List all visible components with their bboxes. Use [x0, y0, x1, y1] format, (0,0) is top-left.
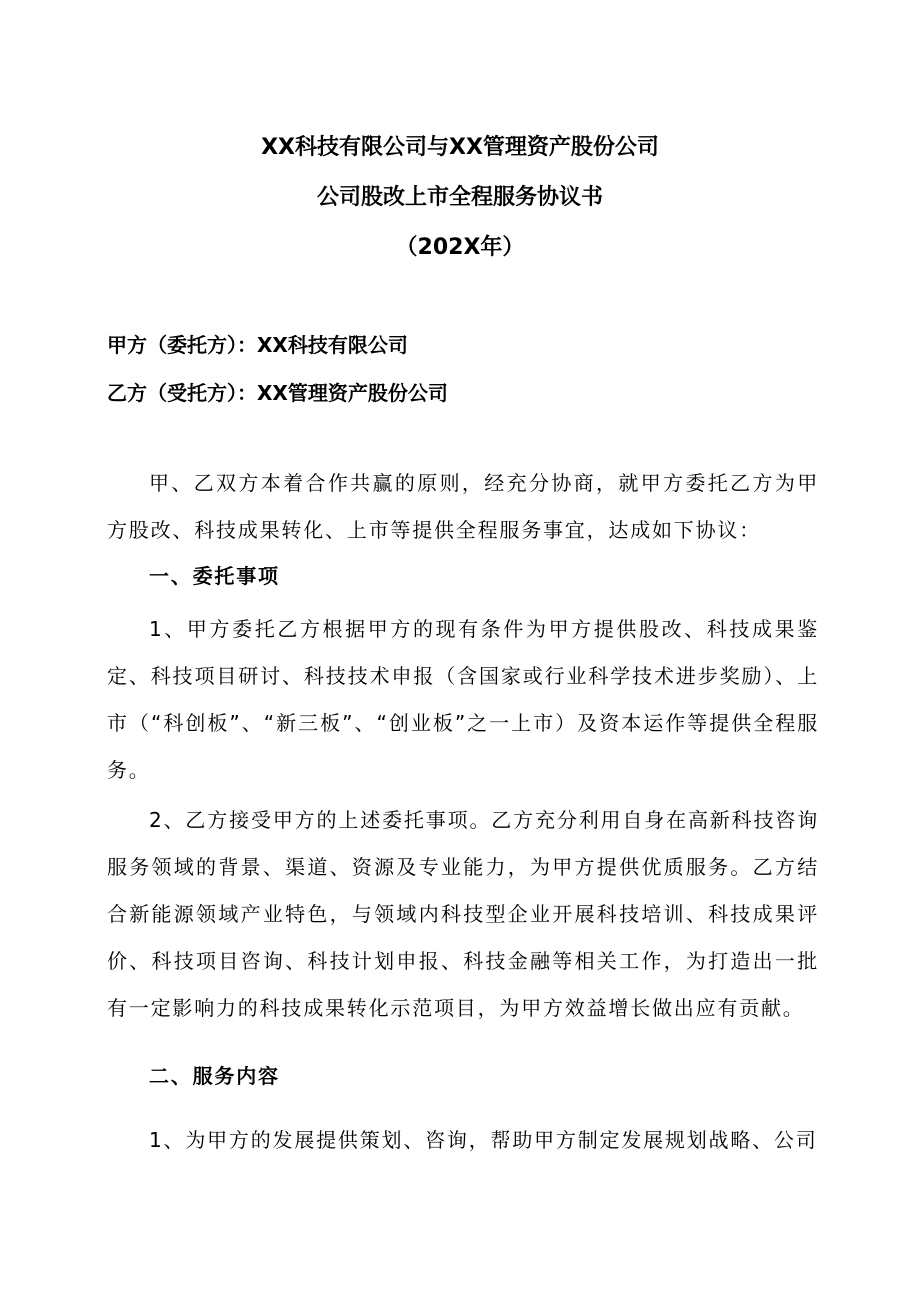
section1-item1-paragraph: 1、甲方委托乙方根据甲方的现有条件为甲方提供股改、科技成果鉴定、科技项目研讨、科技技术申报（含国家或行业科学技术进步奖励）、上市（“科创板”、“新三板”、“创业板”之一上市）及资本运作等提供全程服务。 — [107, 617, 819, 782]
party-b-line: 乙方（受托方）：XX管理资产股份公司 — [107, 381, 448, 405]
party-a-line: 甲方（委托方）：XX科技有限公司 — [107, 333, 408, 357]
intro-paragraph: 甲、乙双方本着合作共赢的原则，经充分协商，就甲方委托乙方为甲方股改、科技成果转化、上市等提供全程服务事宜，达成如下协议： — [107, 471, 819, 542]
section2-item1-paragraph: 1、为甲方的发展提供策划、咨询，帮助甲方制定发展规划战略、公司 — [149, 1128, 818, 1152]
section2-heading: 二、服务内容 — [149, 1064, 280, 1088]
document-title-line2: 公司股改上市全程服务协议书 — [316, 185, 603, 210]
document-title-line1: XX科技有限公司与XX管理资产股份公司 — [261, 135, 659, 160]
section1-heading: 一、委托事项 — [149, 564, 280, 588]
document-title-year: （202X年） — [395, 235, 525, 260]
section1-item2-paragraph: 2、乙方接受甲方的上述委托事项。乙方充分利用自身在高新科技咨询服务领域的背景、渠道、资源及专业能力，为甲方提供优质服务。乙方结合新能源领域产业特色，与领域内科技型企业开展科技培训、科技成果评价、科技项目咨询、科技计划申报、科技金融等相关工作，为打造出一批有一定影响力的科技成果转化示范项目，为甲方效益增长做出应有贡献。 — [107, 808, 819, 1020]
